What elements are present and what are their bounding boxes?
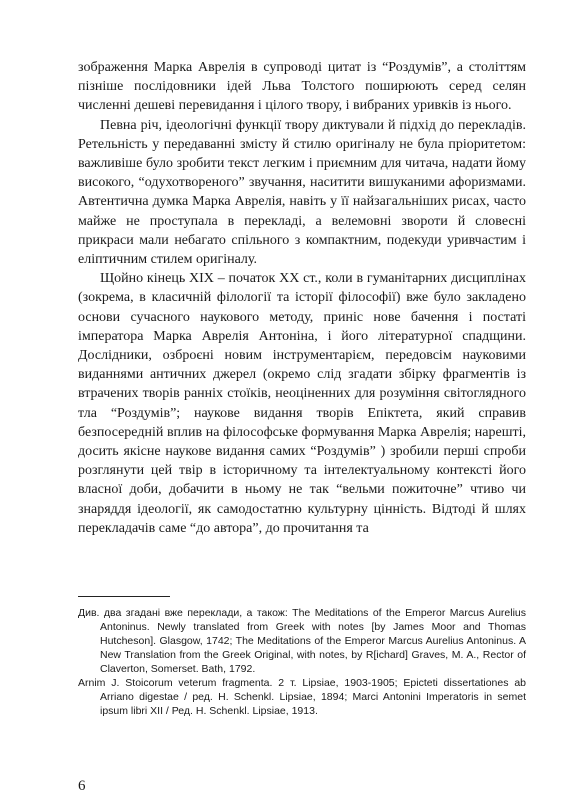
document-page [78,58,526,794]
page-number: 6 [78,778,86,794]
footnote: Arnim J. Stoicorum veterum fragmenta. 2 т. Lipsiae, 1903-1905; Epicteti dissertationes ab Arriano digestae / ред. H. Schenkl. Lipsiae, 1894; Marci Antonini Imperatoris in semet ipsum libri XII / Ред. H. Schenkl. Lipsiae, 1913. [78,677,526,717]
paragraph-continuation: зображення Марка Аврелія в супроводі цитат із “Роздумів”, а століттям пізніше послідовники ідей Льва Толстого поширюють серед селян численні дешеві перевидання і цілого твору, і вибраних уривків із нього. [78,60,526,114]
footnote: Див. два згадані вже переклади, а також: The Meditations of the Emperor Marcus Aurelius Antoninus. Newly translated from Greek with notes [by James Moor and Thomas Hutcheson]. Glasgow, 1742; The Meditations of the Emperor Marcus Aurelius Antoninus. A New Translation from the Greek Original, with notes, by R[ichard] Graves, M. A., Rector of Claverton, Somerset. Bath, 1792. [78,607,526,675]
body-text [78,58,526,538]
paragraph: Певна річ, ідеологічні функції твору диктували й підхід до перекладів. Ретельність у передаванні змісту й стилю оригіналу не була пріоритетом: важливіше було зробити текст легким і приємним для читача, надати йому високого, “одухотвореного” звучання, наситити вишуканими афоризмами. Автентична думка Марка Аврелія, навіть у її найзагальніших рисах, часто майже не проступала в перекладі, а велемовні звороти й словесні прикраси мали небагато спільного з компактним, подекуди уривчастим і еліптичним стилем оригіналу. [78,117,526,268]
footnote-divider [78,596,170,597]
paragraph: Щойно кінець XIX – початок XX ст., коли в гуманітарних дисциплінах (зокрема, в класичній філології та історії філософії) вже було закладено основи сучасного наукового методу, приніс нове бачення і постаті імператора Марка Аврелія Антоніна, і його літературної спадщини. Дослідники, озброєні новим інструментарієм, передовсім науковими виданнями античних джерел (окремо слід згадати збірку фрагментів із втрачених творів ранніх стоїків, неоціненних для розуміння світоглядного тла “Роздумів”; наукове видання творів Епіктета, який справив безпосередній вплив на філософське формування Марка Аврелія; нарешті, досить якісне наукове видання самих “Роздумів” ) зробили перші спроби розглянути цей твір в історичному та інтелектуальному контексті його власної доби, добачити в ньому не так “вельми пожиточне” чтиво чи знаряддя ідеології, як самодостатню культурну цінність. Відтоді й шлях перекладачів саме “до автора”, до прочитання та [78,271,526,536]
footnotes [78,606,526,718]
